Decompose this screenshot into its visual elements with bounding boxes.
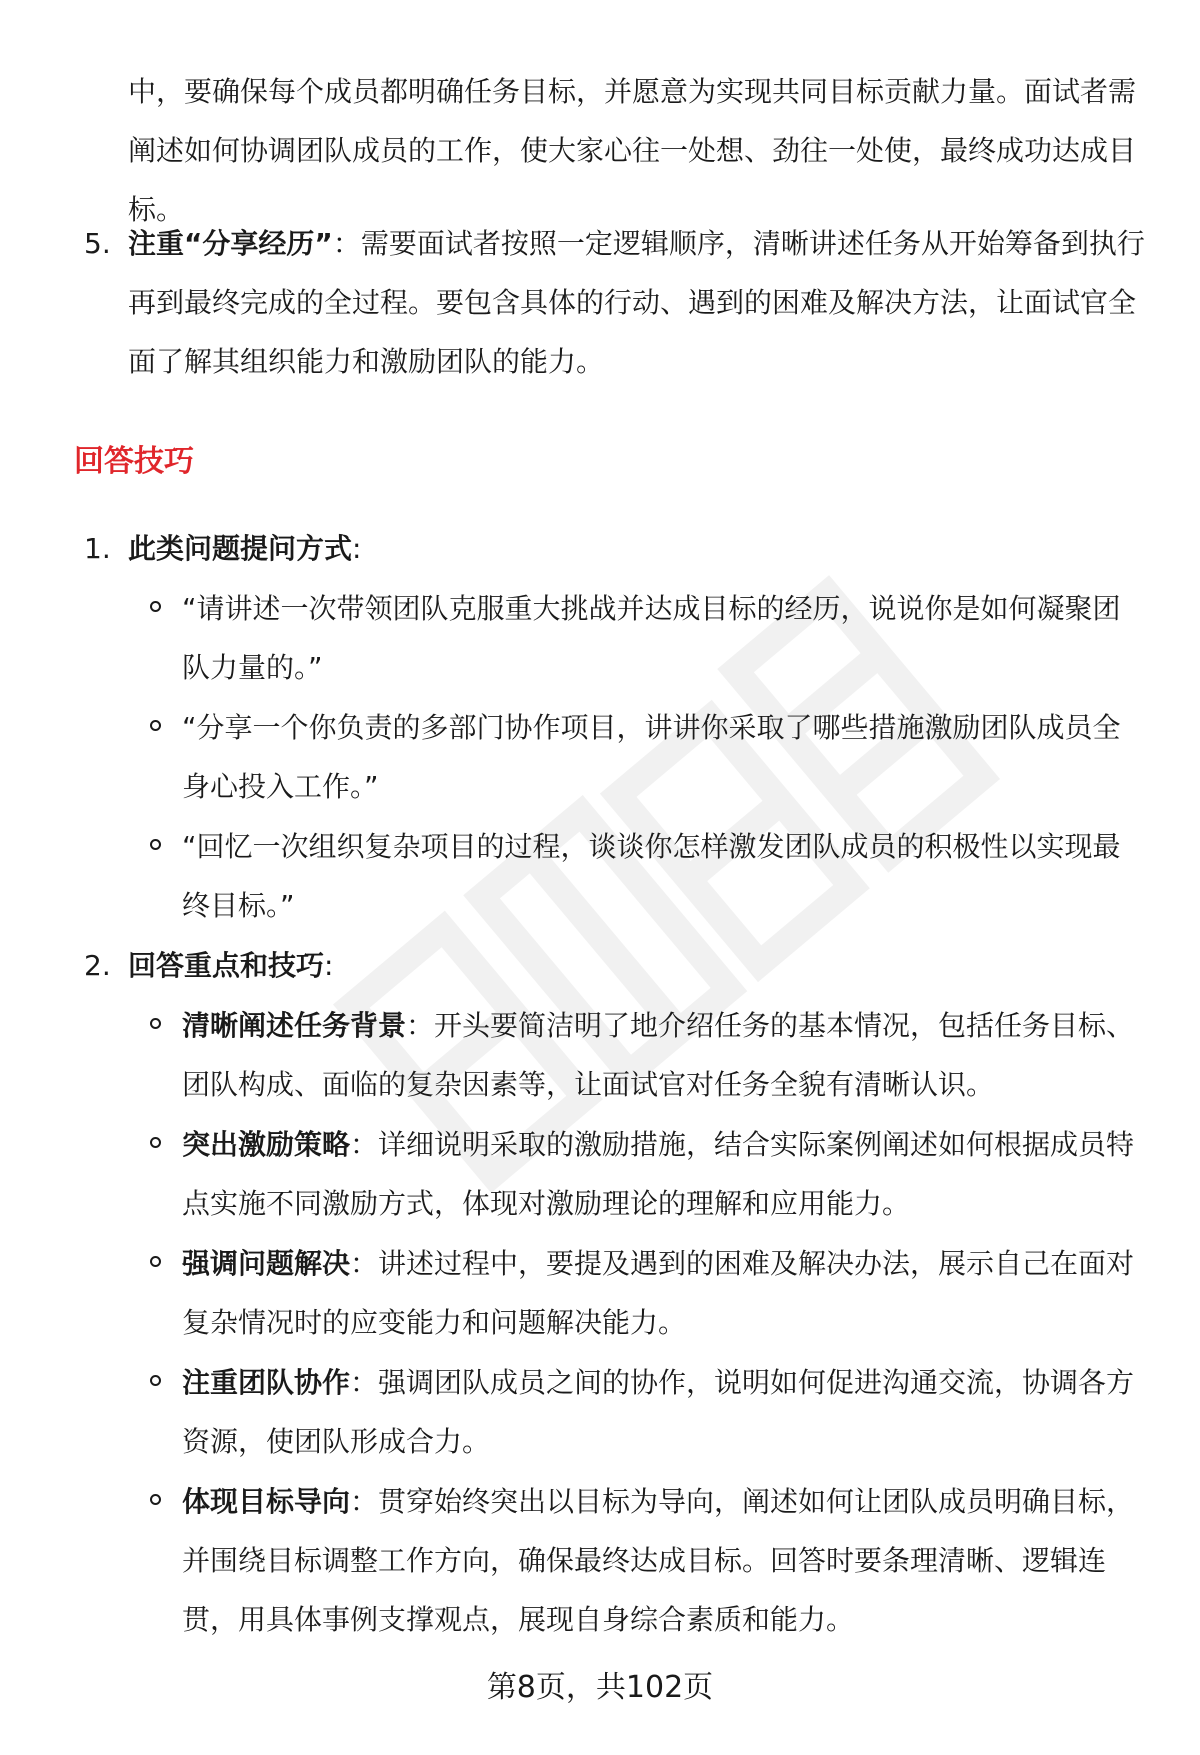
bullet-item <box>150 1353 1140 1471</box>
title-separator: : <box>352 532 362 565</box>
list-item-title: 回答重点和技巧 <box>128 949 325 982</box>
bullet-text: 讲述过程中，要提及遇到的困难及解决办法，展示自己在面对复杂情况时的应变能力和问题解决能力。 <box>182 1247 1135 1339</box>
bullet-circle-icon <box>150 720 161 731</box>
intro-continuation-paragraph: 中，要确保每个成员都明确任务目标，并愿意为实现共同目标贡献力量。面试者需阐述如何协调团队成员的工作，使大家心往一处想、劲往一处使，最终成功达成目标。 <box>128 75 1137 226</box>
bullet-text: “请讲述一次带领团队克服重大挑战并达成目标的经历，说说你是如何凝聚团队力量的。” <box>182 592 1121 684</box>
list-item-body <box>128 936 1148 995</box>
bullet-body <box>182 1353 1140 1471</box>
list-number: 5. <box>84 227 111 260</box>
bullet-text: “回忆一次组织复杂项目的过程，谈谈你怎样激发团队成员的积极性以实现最终目标。” <box>182 830 1121 922</box>
bullet-circle-icon <box>150 601 161 612</box>
list-number: 2. <box>84 949 111 982</box>
list-item-text: 需要面试者按照一定逻辑顺序，清晰讲述任务从开始筹备到执行再到最终完成的全过程。要包含具体的行动、遇到的困难及解决方法，让面试官全面了解其组织能力和激励团队的能力。 <box>128 227 1145 378</box>
bullet-title: 突出激励策略 <box>182 1128 351 1161</box>
list-item-1 <box>84 519 1148 578</box>
bullet-item <box>150 579 1140 697</box>
list-item-2 <box>84 936 1148 995</box>
bullet-text: 开头要简洁明了地介绍任务的基本情况，包括任务目标、团队构成、面临的复杂因素等，让面试官对任务全貌有清晰认识。 <box>182 1009 1135 1101</box>
bullet-title: 注重团队协作 <box>182 1366 351 1399</box>
bullet-circle-icon <box>150 1018 161 1029</box>
bullet-body <box>182 1115 1140 1233</box>
bullet-text: “分享一个你负责的多部门协作项目，讲讲你采取了哪些措施激励团队成员全身心投入工作。” <box>182 711 1121 803</box>
title-separator: ： <box>406 1009 435 1042</box>
bullet-item <box>150 817 1140 935</box>
title-separator: ： <box>350 1128 379 1161</box>
bullet-text: 强调团队成员之间的协作，说明如何促进沟通交流，协调各方资源，使团队形成合力。 <box>182 1366 1135 1458</box>
bullet-title: 强调问题解决 <box>182 1247 351 1280</box>
bullet-circle-icon <box>150 1137 161 1148</box>
list-item-body <box>128 214 1148 391</box>
bullet-body <box>182 996 1140 1114</box>
bullet-item <box>150 1472 1140 1649</box>
bullet-item <box>150 1234 1140 1352</box>
bullet-title: 清晰阐述任务背景 <box>182 1009 407 1042</box>
bullet-text: 详细说明采取的激励措施，结合实际案例阐述如何根据成员特点实施不同激励方式，体现对激励理论的理解和应用能力。 <box>182 1128 1135 1220</box>
list-item-title: 此类问题提问方式 <box>128 532 353 565</box>
bullet-circle-icon <box>150 1256 161 1267</box>
list-number: 1. <box>84 532 111 565</box>
title-separator: ： <box>350 1485 379 1518</box>
bullet-circle-icon <box>150 1375 161 1386</box>
list-item-body <box>128 519 1148 578</box>
title-separator: ： <box>350 1247 379 1280</box>
title-separator: ： <box>350 1366 379 1399</box>
bullet-circle-icon <box>150 1494 161 1505</box>
bullet-title: 体现目标导向 <box>182 1485 351 1518</box>
bullet-circle-icon <box>150 839 161 850</box>
page-number-footer: 第8页，共102页 <box>486 1670 714 1705</box>
title-separator: ： <box>332 227 361 260</box>
list-item-5 <box>84 214 1148 391</box>
bullet-text: 贯穿始终突出以目标为导向，阐述如何让团队成员明确目标，并围绕目标调整工作方向，确保最终达成目标。回答时要条理清晰、逻辑连贯，用具体事例支撑观点，展现自身综合素质和能力。 <box>182 1485 1135 1636</box>
section-heading: 回答技巧 <box>74 444 194 479</box>
bullet-body <box>182 1234 1140 1352</box>
bullet-item <box>150 1115 1140 1233</box>
list-item-title: 注重“分享经历” <box>128 227 333 260</box>
title-separator: : <box>324 949 334 982</box>
bullet-item <box>150 698 1140 816</box>
bullet-item <box>150 996 1140 1114</box>
bullet-body <box>182 1472 1140 1649</box>
